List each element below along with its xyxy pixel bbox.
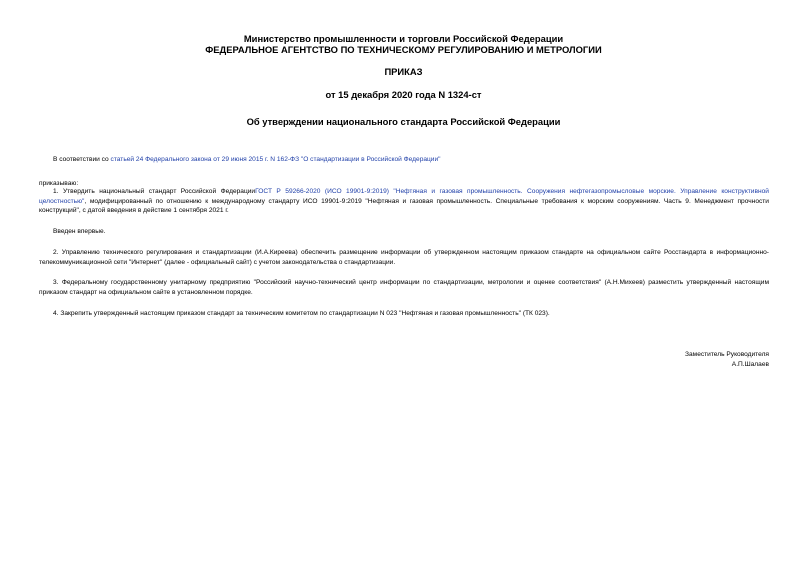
item-2-paragraph: 2. Управлению технического регулирования и стандартизации (И.А.Киреева) обеспечить размещение информации об утвержденном настоящим приказом стандарте на официальном сайте Росстандарта в информационно-телекоммуникационной сети "Интернет" (далее - официальный сайт) с учетом законодательства о стандартизации.	[39, 249, 769, 266]
item-4	[39, 309, 769, 319]
preamble	[39, 155, 769, 165]
item-3	[39, 278, 769, 297]
document-title: Об утверждении национального стандарта Российской Федерации	[246, 116, 561, 127]
order-word: приказываю:	[39, 180, 79, 187]
federal-law-link[interactable]: статьей 24 Федерального закона от 29 июня 2015 г. N 162-ФЗ "О стандартизации в Российской Федерации"	[110, 156, 441, 163]
signature-block	[685, 350, 769, 371]
item-1-prefix: 1. Утвердить национальный стандарт Российской Федерации	[53, 188, 256, 195]
ministry-name: Министерство промышленности и торговли Российской Федерации	[243, 33, 564, 44]
document-header	[0, 33, 807, 55]
document-type: ПРИКАЗ	[384, 66, 423, 77]
signatory-position: Заместитель Руководителя	[685, 351, 769, 358]
item-1-suffix: , модифицированный по отношению к международному стандарту ИСО 19901-9:2019 "Нефтяная и газовая промышленность. Специальные требования к морским сооружениям. Часть 9. Менеджмент прочности конструкций", с датой введения в действие 1 сентября 2021 г.	[39, 197, 769, 215]
item-4-paragraph: 4. Закрепить утвержденный настоящим приказом стандарт за техническим комитетом по стандартизации N 023 "Нефтяная и газовая промышленность" (ТК 023).	[53, 310, 550, 317]
item-1	[39, 187, 769, 216]
item-2	[39, 248, 769, 267]
introduced-text: Введен впервые.	[53, 228, 106, 235]
preamble-paragraph	[39, 155, 769, 165]
introduced-note	[39, 227, 769, 237]
preamble-prefix: В соответствии со	[53, 156, 111, 163]
item-3-paragraph: 3. Федеральному государственному унитарному предприятию "Российский научно-технический центр информации по стандартизации, метрологии и оценке соответствия" (А.Н.Михеев) разместить утвержденный настоящим приказом стандарт на официальном сайте в установленном порядке.	[39, 279, 769, 296]
agency-name: ФЕДЕРАЛЬНОЕ АГЕНТСТВО ПО ТЕХНИЧЕСКОМУ РЕГУЛИРОВАНИЮ И МЕТРОЛОГИИ	[205, 44, 602, 55]
item-1-paragraph	[39, 187, 769, 216]
document-date-number: от 15 декабря 2020 года N 1324-ст	[325, 89, 482, 100]
signatory-name: А.П.Шалаев	[731, 361, 769, 369]
gost-standard-link[interactable]: ГОСТ Р 59266-2020 (ИСО 19901-9:2019) "Нефтяная и газовая промышленность. Сооружения нефтегазопромысловые морские. Управление конструктивной целостностью"	[39, 188, 769, 205]
